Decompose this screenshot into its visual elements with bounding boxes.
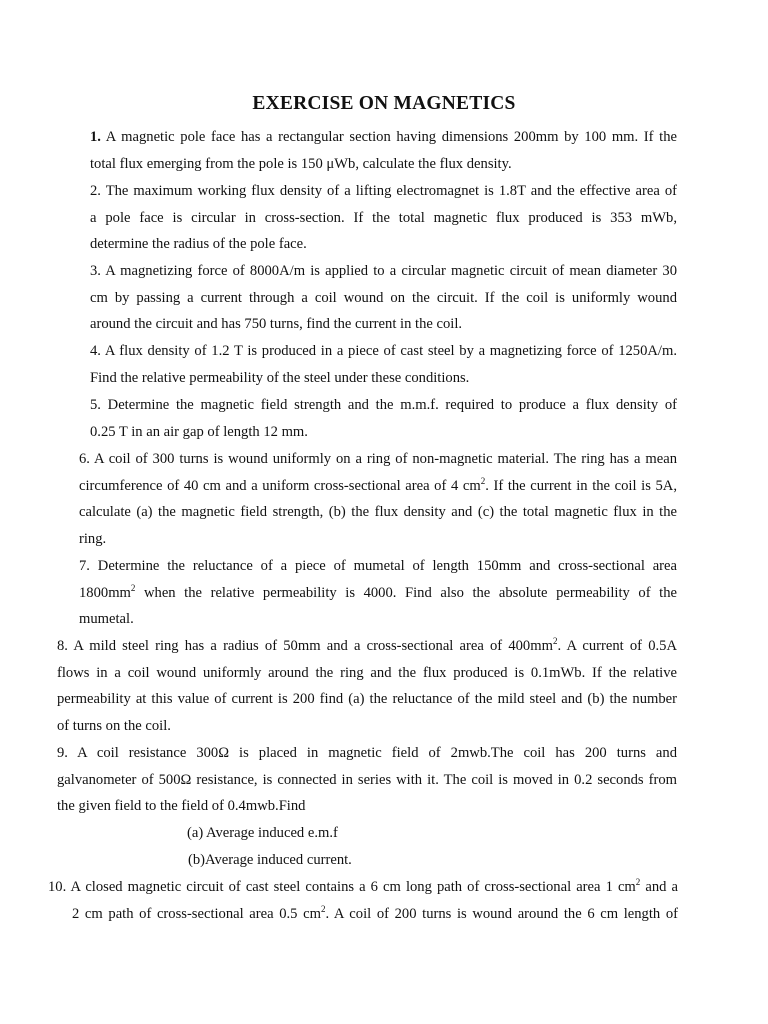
question-9-line-1: 9. A coil resistance 300Ω is placed in magnetic field of 2mwb.The coil has 200 turns and [57,745,677,761]
question-4 [90,338,677,391]
question-1-number: 1. [90,129,101,145]
question-10 [48,874,678,927]
question-9-part-b: (b)Average induced current. [188,852,352,868]
question-7-line-3: mumetal. [79,611,134,628]
question-9 [57,740,677,820]
question-5 [90,392,677,445]
question-5-line-2: 0.25 T in an air gap of length 12 mm. [90,423,308,440]
question-5-line-1: 5. Determine the magnetic field strength and the m.m.f. required to produce a flux density of [90,397,677,413]
question-6-line-4: ring. [79,531,107,548]
question-8-line-1: 8. A mild steel ring has a radius of 50mm and a cross-sectional area of $400mm^2$. A current of 0.5A [57,636,677,654]
question-7 [79,553,677,633]
question-3-line-1: 3. A magnetizing force of 8000A/m is applied to a circular magnetic circuit of mean diameter 30 [90,263,677,279]
question-7-line-2: $1800mm^2$ when the relative permeability is 4000. Find also the absolute permeability of the [79,582,677,601]
question-3-line-2: cm by passing a current through a coil wound on the circuit. If the coil is uniformly wound [90,289,677,306]
question-2-line-2: a pole face is circular in cross-section. If the total magnetic flux produced is 353 mWb, [90,209,677,226]
question-8-line-2: flows in a coil wound uniformly around the ring and the flux produced is 0.1mWb. If the relative [57,664,677,681]
question-9-line-2: galvanometer of 500Ω resistance, is connected in series with it. The coil is moved in 0.2 seconds from [57,771,677,788]
question-8 [57,633,677,740]
question-6-line-3: calculate (a) the magnetic field strength, (b) the flux density and (c) the total magnetic flux in the [79,504,677,521]
question-1-line-1: 1. A magnetic pole face has a rectangular section having dimensions 200mm by 100 mm. If the [90,129,677,145]
question-8-line-3: permeability at this value of current is 200 find (a) the reluctance of the mild steel and (b) the number [57,691,677,708]
question-3-line-3: around the circuit and has 750 turns, find the current in the coil. [90,316,463,333]
question-9-line-3: the given field to the field of 0.4mwb.Find [57,798,306,815]
question-6 [79,446,677,553]
question-8-line-4: of turns on the coil. [57,718,171,735]
question-4-line-1: 4. A flux density of 1.2 T is produced in a piece of cast steel by a magnetizing force of 1250A/m. [90,343,677,359]
question-6-line-2: circumference of 40 cm and a uniform cross-sectional area of 4 $cm^2$. If the current in the coil is 5A, [79,475,677,494]
question-7-line-1: 7. Determine the reluctance of a piece of mumetal of length 150mm and cross-sectional area [79,558,677,574]
question-10-line-1: 10. A closed magnetic circuit of cast steel contains a 6 cm long path of cross-sectional area 1 $cm^2$ and a [48,877,678,895]
question-1 [90,124,677,177]
question-1-line-2: total flux emerging from the pole is 150 μWb, calculate the flux density. [90,155,512,172]
question-2-line-3: determine the radius of the pole face. [90,236,307,253]
page-title: EXERCISE ON MAGNETICS [252,93,516,114]
question-10-line-2: 2 cm path of cross-sectional area 0.5 $cm^2$. A coil of 200 turns is wound around the 6 cm length of [72,903,678,922]
question-2 [90,178,677,258]
question-3 [90,258,677,338]
question-9-part-a: (a) Average induced e.m.f [187,825,338,841]
question-2-line-1: 2. The maximum working flux density of a lifting electromagnet is 1.8T and the effective area of [90,183,677,199]
question-4-line-2: Find the relative permeability of the steel under these conditions. [90,369,470,386]
question-6-line-1: 6. A coil of 300 turns is wound uniformly on a ring of non-magnetic material. The ring has a mean [79,451,677,467]
